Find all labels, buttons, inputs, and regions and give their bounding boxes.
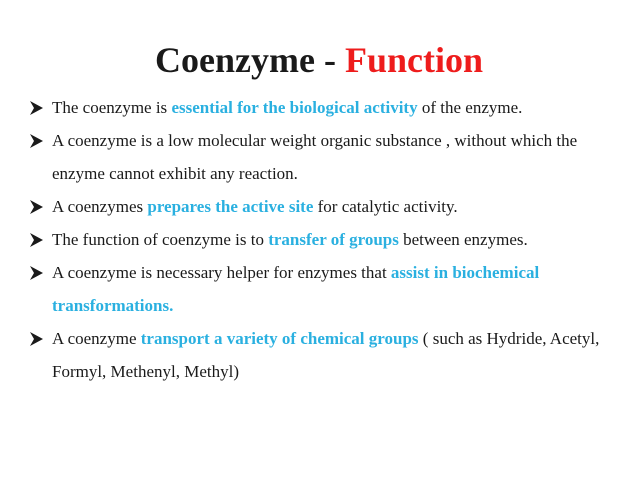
bullet-text: of the enzyme. <box>417 98 523 117</box>
bullet-item <box>30 124 630 190</box>
highlight-text: essential for the biological activity <box>171 98 418 117</box>
bullet-text: The function of coenzyme is to <box>52 230 269 249</box>
bullet-list <box>30 91 630 388</box>
arrowhead-bullet-icon <box>30 200 43 214</box>
bullet-text: for catalytic activity. <box>313 197 458 216</box>
bullet-text: A coenzyme is a low molecular weight organic substance , without which the enzyme cannot exhibit any reaction. <box>52 131 578 183</box>
arrowhead-bullet-icon <box>30 101 43 115</box>
highlight-text: prepares the active site <box>147 197 314 216</box>
arrowhead-bullet-icon <box>30 233 43 247</box>
bullet-item <box>30 322 630 388</box>
bullet-text: The coenzyme is <box>52 98 172 117</box>
slide-title <box>0 38 638 82</box>
highlight-text: transport a variety of chemical groups <box>140 329 419 348</box>
bullet-text: A coenzyme is necessary helper for enzymes that <box>52 263 391 282</box>
bullet-item <box>30 190 630 223</box>
title-accent: Function <box>344 40 483 80</box>
bullet-item <box>30 256 630 322</box>
bullet-text: A coenzymes <box>52 197 148 216</box>
title-main: Coenzyme - <box>155 40 345 80</box>
bullet-item <box>30 91 630 124</box>
bullet-text: A coenzyme <box>52 329 141 348</box>
bullet-text: ( such as Hydride, Acetyl, Formyl, Methenyl, Methyl) <box>52 329 600 381</box>
arrowhead-bullet-icon <box>30 134 43 148</box>
arrowhead-bullet-icon <box>30 266 43 280</box>
highlight-text: transfer of groups <box>268 230 399 249</box>
bullet-text: between enzymes. <box>398 230 528 249</box>
bullet-item <box>30 223 630 256</box>
arrowhead-bullet-icon <box>30 332 43 346</box>
highlight-text: assist in biochemical transformations. <box>52 263 540 315</box>
